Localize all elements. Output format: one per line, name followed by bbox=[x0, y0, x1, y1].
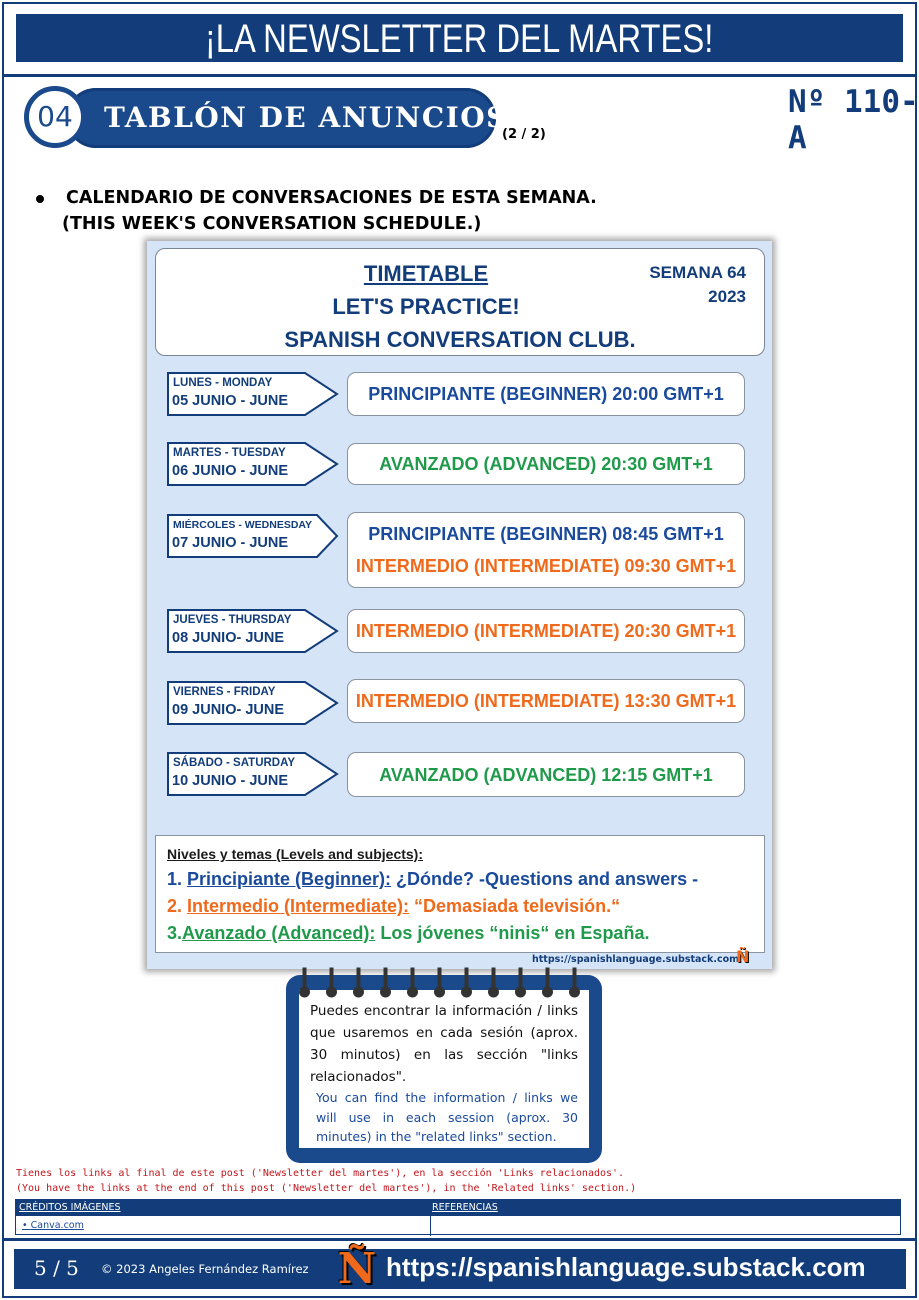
week-label bbox=[649, 261, 746, 309]
session-box bbox=[347, 443, 745, 485]
session-text: AVANZADO (ADVANCED) 12:15 GMT+1 bbox=[379, 765, 713, 785]
level-num: 1. bbox=[167, 869, 188, 889]
day-weekday: SÁBADO - SATURDAY bbox=[173, 757, 296, 769]
day-date: 09 JUNIO- JUNE bbox=[172, 702, 285, 718]
session-box bbox=[347, 372, 745, 416]
level-num: 3. bbox=[167, 923, 183, 943]
day-date: 05 JUNIO - JUNE bbox=[172, 393, 289, 409]
timetable-title: TIMETABLE bbox=[363, 261, 489, 286]
day-label-thursday bbox=[167, 609, 339, 653]
levels-heading: Niveles y temas (Levels and subjects): bbox=[167, 846, 423, 862]
top-divider bbox=[4, 74, 915, 77]
credit-link-label[interactable]: Canva.com bbox=[30, 1220, 84, 1231]
session-text: AVANZADO (ADVANCED) 20:30 GMT+1 bbox=[379, 454, 713, 474]
session-text: PRINCIPIANTE (BEGINNER) 08:45 GMT+1 bbox=[368, 524, 724, 544]
timetable-subtitle-2: SPANISH CONVERSATION CLUB. bbox=[284, 327, 636, 352]
footnote-es: Tienes los links al final de este post ('Newsletter del martes'), en la sección 'Links relacionados'. bbox=[16, 1168, 625, 1179]
session-text: INTERMEDIO (INTERMEDIATE) 20:30 GMT+1 bbox=[355, 621, 737, 641]
timetable-header bbox=[155, 248, 765, 356]
notepad-rings-icon bbox=[296, 966, 596, 1000]
level-name: Principiante (Beginner): bbox=[187, 869, 392, 889]
credit-link[interactable]: • Canva.com bbox=[22, 1220, 84, 1231]
session-box bbox=[347, 609, 745, 653]
day-weekday: JUEVES - THURSDAY bbox=[173, 614, 292, 626]
timetable-url: https://spanishlanguage.substack.com bbox=[532, 954, 740, 965]
day-weekday: VIERNES - FRIDAY bbox=[173, 686, 276, 698]
bullet-dot-icon bbox=[36, 195, 44, 203]
newsletter-banner bbox=[16, 14, 903, 62]
credits-column-divider bbox=[430, 1200, 431, 1236]
session-box bbox=[347, 752, 745, 797]
session-box bbox=[347, 679, 745, 723]
session-text: PRINCIPIANTE (BEGINNER) 20:00 GMT+1 bbox=[368, 384, 724, 404]
level-num: 2. bbox=[167, 896, 188, 916]
credits-table bbox=[15, 1199, 901, 1235]
section-title: TABLÓN DE ANUNCIOS bbox=[104, 101, 508, 134]
week-number: SEMANA 64 bbox=[649, 263, 746, 282]
note-text-es: Puedes encontrar la información / links que usaremos en cada sesión (aprox. 30 minutos) en las sección "links relacionados". bbox=[310, 1003, 578, 1085]
day-date: 08 JUNIO- JUNE bbox=[172, 630, 285, 646]
day-label-saturday bbox=[167, 752, 339, 796]
level-name: Intermedio (Intermediate): bbox=[187, 896, 410, 916]
day-weekday: MIÉRCOLES - WEDNESDAY bbox=[173, 519, 313, 531]
session-box bbox=[347, 512, 745, 588]
schedule-bullet bbox=[36, 185, 597, 237]
level-name: Avanzado (Advanced): bbox=[182, 923, 376, 943]
level-topic: “Demasiada televisión.“ bbox=[409, 896, 621, 916]
newsletter-title: ¡LA NEWSLETTER DEL MARTES! bbox=[205, 17, 714, 61]
timetable-subtitle-1: LET'S PRACTICE! bbox=[332, 294, 520, 319]
section-part: (2 / 2) bbox=[502, 127, 546, 142]
week-year: 2023 bbox=[708, 287, 746, 306]
footnote-en: (You have the links at the end of this post ('Newsletter del martes'), in the 'Related links' section.) bbox=[16, 1183, 637, 1194]
bottom-divider bbox=[4, 1238, 915, 1241]
level-beginner bbox=[167, 869, 698, 890]
levels-box bbox=[155, 835, 765, 953]
day-label-monday bbox=[167, 372, 339, 416]
brand-logo-icon: Ñ bbox=[337, 1244, 377, 1293]
timetable-card bbox=[147, 241, 772, 969]
page-number: 5 / 5 bbox=[34, 1256, 79, 1280]
footer-url-link[interactable]: https://spanishlanguage.substack.com bbox=[386, 1252, 866, 1282]
credits-references-header: REFERENCIAS bbox=[432, 1202, 498, 1213]
level-intermediate bbox=[167, 896, 620, 917]
timetable-logo-icon: Ñ bbox=[736, 947, 750, 966]
copyright: © 2023 Angeles Fernández Ramírez bbox=[101, 1262, 309, 1276]
level-topic: ¿Dónde? -Questions and answers - bbox=[391, 869, 699, 889]
level-advanced bbox=[167, 923, 649, 944]
session-text: INTERMEDIO (INTERMEDIATE) 13:30 GMT+1 bbox=[355, 691, 737, 711]
issue-number: Nº 110-A bbox=[788, 84, 919, 156]
session-text: INTERMEDIO (INTERMEDIATE) 09:30 GMT+1 bbox=[355, 556, 737, 576]
day-label-wednesday bbox=[167, 514, 339, 558]
bullet-line-es: CALENDARIO DE CONVERSACIONES DE ESTA SEMANA. bbox=[66, 188, 597, 208]
day-weekday: MARTES - TUESDAY bbox=[173, 447, 286, 459]
credits-images-header: CRÉDITOS IMÁGENES bbox=[19, 1202, 121, 1213]
bullet-line-en: (THIS WEEK'S CONVERSATION SCHEDULE.) bbox=[62, 214, 482, 234]
day-date: 06 JUNIO - JUNE bbox=[172, 463, 289, 479]
day-date: 07 JUNIO - JUNE bbox=[172, 535, 289, 551]
day-date: 10 JUNIO - JUNE bbox=[172, 773, 289, 789]
section-number: 04 bbox=[24, 86, 86, 148]
level-topic: Los jóvenes “ninis“ en España. bbox=[375, 923, 650, 943]
note-text-en: You can find the information / links we will use in each session (aprox. 30 minutes) in the "related links" section. bbox=[316, 1090, 578, 1144]
day-label-friday bbox=[167, 681, 339, 725]
day-label-tuesday bbox=[167, 442, 339, 486]
day-weekday: LUNES - MONDAY bbox=[173, 377, 273, 389]
